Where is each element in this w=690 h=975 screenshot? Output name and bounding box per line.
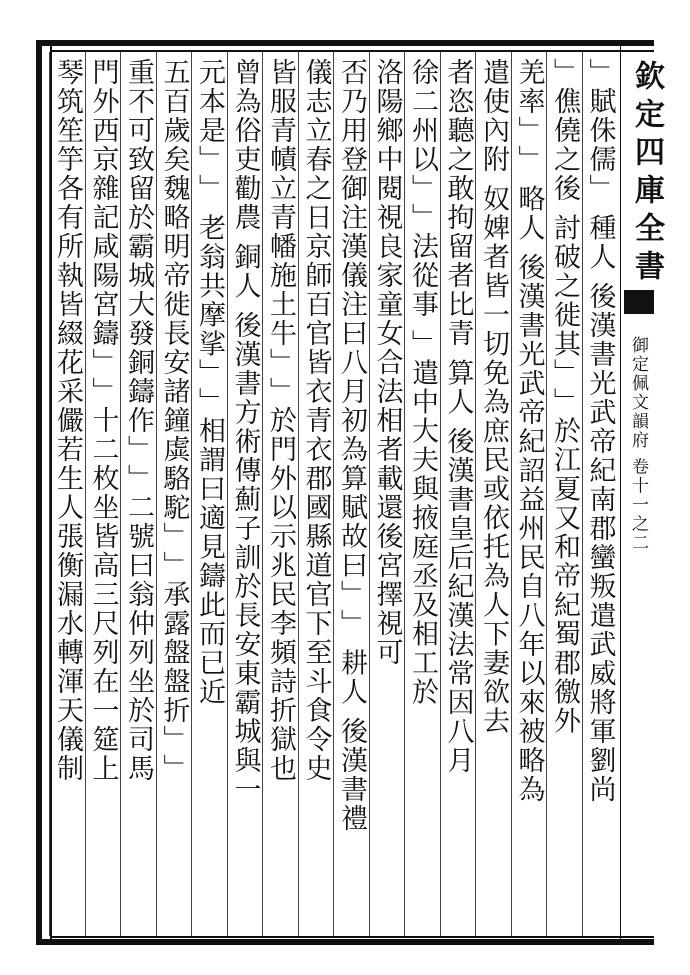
column-rule xyxy=(191,52,192,936)
fish-tail-line xyxy=(624,312,654,326)
column-rule xyxy=(440,52,441,936)
column-rule xyxy=(475,52,476,936)
text-column: 洛陽鄉中閱視良家童女合法相者載還後宮擇視可 xyxy=(371,58,403,667)
column-rule xyxy=(404,52,405,936)
column-rule xyxy=(582,52,583,936)
text-column: 元本是﹂﹂ 老翁共摩挲﹂﹂相謂曰適見鑄此而已近 xyxy=(194,58,225,707)
text-column: 儀志立春之日京師百官皆衣青衣郡國縣道官下至斗食令史 xyxy=(300,58,332,783)
library-title: 欽定四庫全書 xyxy=(629,60,664,288)
column-rule xyxy=(546,52,547,936)
column-rule xyxy=(49,52,50,936)
text-column: 羌率﹂﹂ 略人 後漢書光武帝紀詔益州民自八年以來被略為 xyxy=(513,58,545,805)
text-column: 徐二州以﹂﹂法從事 ﹂遣中大夫與掖庭丞及相工於 xyxy=(407,58,438,707)
column-rule xyxy=(298,52,299,936)
text-column: ﹂賦侏儒﹂ 種人 後漢書光武帝紀南郡蠻叛遣武威將軍劉尚 xyxy=(584,58,616,805)
text-column: 曾為俗吏勸農 銅人 後漢書方術傳薊子訓於長安東霸城與一 xyxy=(229,58,261,805)
column-rule xyxy=(262,52,263,936)
text-column: 皆服青幘立青幡施土牛﹂﹂於門外以示兆民李頻詩折獄也 xyxy=(265,58,296,783)
column-rule xyxy=(156,52,157,936)
text-column: 遣使內附 奴婢者皆一切免為庶民或依托為人下妻欲去 xyxy=(478,58,509,736)
text-column: 否乃用登御注漢儀注曰八月初為算賦故曰﹂﹂ 耕人 後漢書禮 xyxy=(336,58,367,834)
fish-tail-mark xyxy=(624,290,654,312)
column-rule xyxy=(333,52,334,936)
text-column: 五百歲矣魏略明帝徙長安諸鐘虡駱駝﹂﹂承露盤盤折﹂﹂ xyxy=(158,58,190,783)
text-column: ﹂僬僥之後 討破之徙其﹂﹂於江夏又和帝紀蜀郡徼外 xyxy=(549,58,580,736)
text-column: 者恣聽之敢拘留者比青 算人 後漢書皇后紀漢法常因八月 xyxy=(442,58,474,776)
column-rule xyxy=(369,52,370,936)
column-rule xyxy=(227,52,228,936)
column-rule xyxy=(85,52,86,936)
text-column: 門外西京雜記咸陽宮鑄﹂﹂十二枚坐皆高三尺列在一筵上 xyxy=(87,58,119,783)
volume-label: 御定佩文韻府 卷十一之二 xyxy=(628,336,648,553)
column-rule xyxy=(511,52,512,936)
inner-border-bottom xyxy=(50,936,654,938)
text-column: 重不可致留於霸城大發銅鑄作﹂﹂二號曰翁仲列坐於司馬 xyxy=(123,58,154,783)
text-column: 琴筑笙竽各有所執皆綴花采儼若生人張衡漏水轉渾天儀制 xyxy=(52,58,83,783)
column-rule xyxy=(120,52,121,936)
inner-border-top xyxy=(50,50,654,52)
